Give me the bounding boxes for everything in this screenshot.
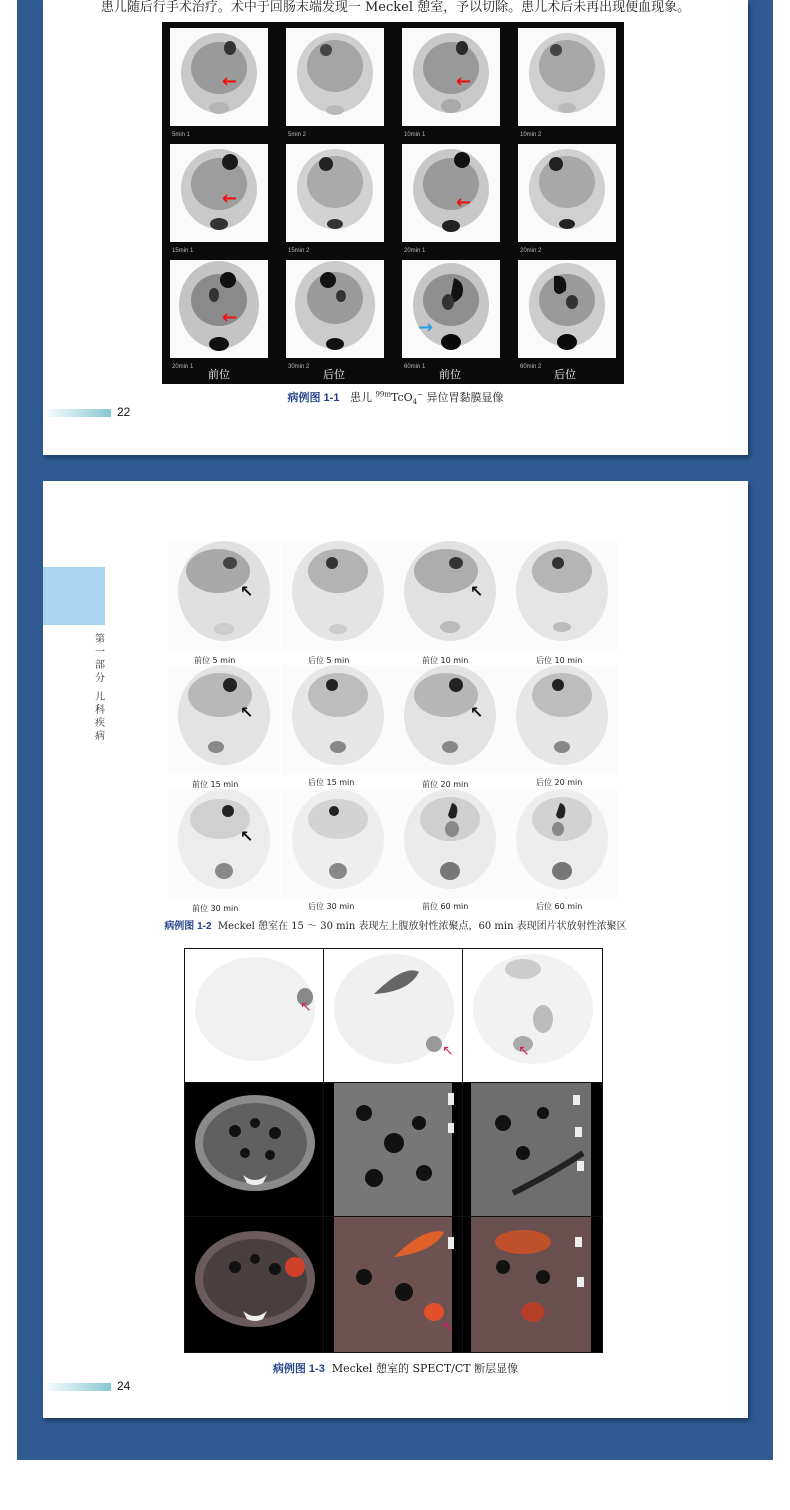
caption-label: 病例图 1-2 bbox=[164, 921, 212, 932]
magenta-arrow-icon: ↖ bbox=[300, 999, 312, 1015]
tile-label: 10min 1 bbox=[404, 132, 426, 138]
page-24 bbox=[43, 481, 748, 1418]
scan-label: 后位 30 min bbox=[308, 902, 355, 911]
scan-label: 前位 10 min bbox=[422, 656, 469, 665]
spect-ct-figure-1-3 bbox=[184, 948, 603, 1353]
fused-image bbox=[463, 1217, 602, 1352]
page-number-text: 24 bbox=[117, 1379, 131, 1393]
scan-tile bbox=[286, 260, 384, 370]
scan-tile bbox=[394, 541, 506, 651]
scan-tile bbox=[518, 28, 616, 138]
section-side-tab bbox=[43, 567, 105, 625]
scan-tile bbox=[168, 541, 280, 651]
scan-label: 前位 5 min bbox=[194, 656, 236, 665]
scan-label: 后位 20 min bbox=[536, 778, 583, 787]
scan-tile bbox=[282, 789, 394, 899]
scan-label: 后位 60 min bbox=[536, 902, 583, 911]
caption-text: Meckel 憩室的 SPECT/CT 断层显像 bbox=[331, 1362, 519, 1375]
red-arrow-icon: ← bbox=[456, 192, 472, 213]
page-number-bar bbox=[43, 1383, 111, 1391]
scan-tile bbox=[168, 665, 280, 775]
black-arrow-icon: ↖ bbox=[240, 827, 254, 846]
page-number bbox=[43, 1379, 130, 1393]
scan-label: 前位 60 min bbox=[422, 902, 469, 911]
caption-text: 患儿 bbox=[349, 391, 372, 404]
ct-image bbox=[185, 1083, 323, 1216]
ct-image bbox=[324, 1083, 462, 1216]
magenta-arrow-icon: ↖ bbox=[442, 1043, 454, 1059]
red-arrow-icon: ← bbox=[222, 307, 238, 328]
tile-label: 15min 1 bbox=[172, 248, 194, 254]
scan-tile bbox=[402, 144, 500, 254]
caption-text: 异位胃黏膜显像 bbox=[426, 391, 504, 404]
spect-image bbox=[185, 949, 323, 1082]
caption-subscript: 4 bbox=[412, 398, 418, 407]
scan-label: 前位 15 min bbox=[192, 780, 239, 789]
scan-tile bbox=[170, 260, 268, 370]
view-label: 前位 bbox=[439, 368, 461, 381]
red-arrow-icon: ← bbox=[222, 71, 238, 92]
scan-tile bbox=[506, 789, 618, 899]
side-char: 疾 bbox=[95, 718, 105, 729]
scan-tile bbox=[402, 28, 500, 138]
scan-label: 后位 15 min bbox=[308, 778, 355, 787]
scan-label: 后位 5 min bbox=[308, 656, 350, 665]
scan-tile bbox=[506, 541, 618, 651]
magenta-arrow-icon: ↖ bbox=[518, 1043, 530, 1059]
tile-label: 30min 2 bbox=[288, 364, 310, 370]
tile-label: 10min 2 bbox=[520, 132, 542, 138]
body-text-line: 患儿随后行手术治疗。术中于回肠末端发现一 Meckel 憩室，予以切除。患儿术后未再出现便血现象。 bbox=[100, 0, 691, 15]
view-label: 后位 bbox=[554, 368, 576, 381]
side-char: 部 bbox=[95, 660, 105, 671]
spect-image bbox=[463, 949, 602, 1082]
tile-label: 60min 2 bbox=[520, 364, 542, 370]
scan-tile bbox=[394, 789, 506, 899]
figure-caption-1-1 bbox=[43, 389, 748, 406]
scan-tile bbox=[168, 789, 280, 899]
scan-tile bbox=[402, 260, 500, 370]
page-number bbox=[43, 405, 130, 419]
tile-label: 60min 1 bbox=[404, 364, 426, 370]
scintigraphy-figure-1-2 bbox=[168, 541, 618, 911]
scan-tile bbox=[282, 541, 394, 651]
tile-label: 15min 2 bbox=[288, 248, 310, 254]
tile-label: 5min 2 bbox=[288, 132, 307, 138]
tile-label: 20min 2 bbox=[520, 248, 542, 254]
scan-tile bbox=[282, 665, 394, 775]
ct-image bbox=[463, 1083, 602, 1216]
scan-tile bbox=[506, 665, 618, 775]
spect-image bbox=[324, 949, 462, 1082]
black-arrow-icon: ↖ bbox=[470, 582, 484, 601]
tile-label: 20min 1 bbox=[172, 364, 194, 370]
caption-text: TcO bbox=[391, 391, 413, 404]
black-arrow-icon: ↖ bbox=[240, 703, 254, 722]
scan-label: 后位 10 min bbox=[536, 656, 583, 665]
side-char: 儿 bbox=[95, 692, 105, 703]
scan-tile bbox=[394, 665, 506, 775]
scan-label: 前位 30 min bbox=[192, 904, 239, 913]
side-char: 一 bbox=[95, 647, 105, 658]
figure-caption-1-3 bbox=[43, 1360, 748, 1376]
view-label: 后位 bbox=[323, 368, 345, 381]
page-22 bbox=[43, 0, 748, 455]
scintigraphy-figure-1-1 bbox=[162, 22, 624, 384]
magenta-arrow-icon: ↖ bbox=[442, 1319, 454, 1335]
view-label: 前位 bbox=[208, 368, 230, 381]
scan-label: 前位 20 min bbox=[422, 780, 469, 789]
black-arrow-icon: ↖ bbox=[470, 703, 484, 722]
scan-tile bbox=[518, 144, 616, 254]
caption-superscript: 99m bbox=[375, 390, 391, 399]
caption-text: Meckel 憩室在 15 ～ 30 min 表现左上腹放射性浓聚点，60 min 表现团片状放射性浓聚区 bbox=[217, 921, 627, 932]
caption-label: 病例图 1-1 bbox=[287, 392, 340, 404]
fused-image bbox=[185, 1217, 323, 1352]
scan-tile bbox=[170, 144, 268, 254]
page-number-text: 22 bbox=[117, 405, 131, 419]
blue-arrow-icon: → bbox=[418, 317, 434, 338]
page-number-bar bbox=[43, 409, 111, 417]
caption-label: 病例图 1-3 bbox=[272, 1363, 325, 1375]
scan-tile bbox=[170, 28, 268, 138]
black-arrow-icon: ↖ bbox=[240, 582, 254, 601]
section-side-text bbox=[93, 633, 107, 743]
tile-label: 20min 1 bbox=[404, 248, 426, 254]
side-char: 第 bbox=[95, 634, 105, 645]
scan-tile bbox=[518, 260, 616, 370]
figure-caption-1-2 bbox=[43, 917, 748, 932]
side-char: 病 bbox=[95, 731, 105, 742]
side-char: 分 bbox=[95, 673, 105, 684]
tile-label: 5min 1 bbox=[172, 132, 191, 138]
red-arrow-icon: ← bbox=[222, 188, 238, 209]
side-char: 科 bbox=[95, 705, 105, 716]
scan-tile bbox=[286, 28, 384, 138]
caption-superscript: − bbox=[417, 390, 424, 399]
scan-tile bbox=[286, 144, 384, 254]
red-arrow-icon: ← bbox=[456, 71, 472, 92]
